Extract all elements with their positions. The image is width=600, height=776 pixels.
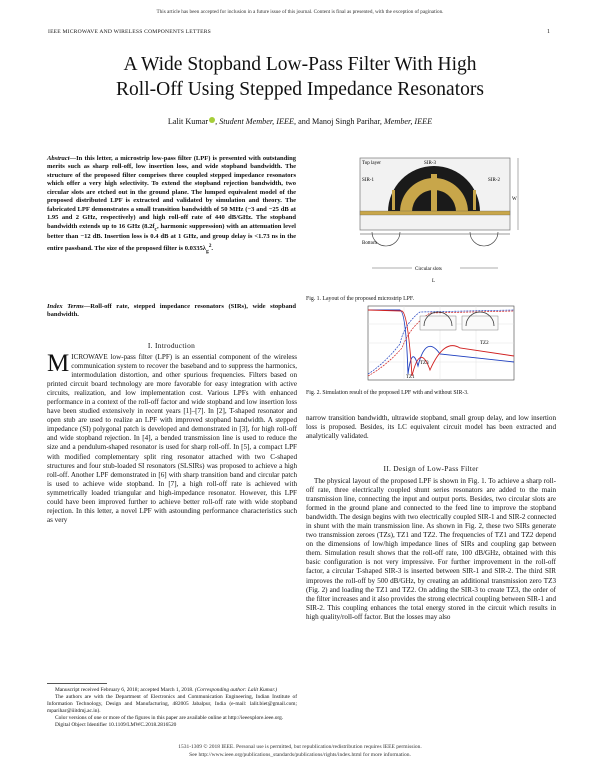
fig1-label-circular-slots: Circular slots [415,267,442,272]
author-line [40,117,560,126]
abstract-sup-2: 2 [208,242,212,249]
author-1: Lalit Kumar [167,117,209,126]
fig2-label-tz2: TZ2 [480,341,489,346]
abstract-text-2: , harmonic suppression) with an attenuation level better than −12 dB. Insertion loss is 0.4 dB at 1 GHz, and group delay is <1.73 ns in the entire passband. The size of the proposed filter is 0.0335λ [47,222,296,252]
abstract-text: In this letter, a microstrip low-pass filter (LPF) is presented with outstanding merits such as sharp roll-off, low insertion loss, and wide stopband bandwidth. The structure of the proposed filter comprises three coupled stepped impedance resonators which offer a very high selectivity. To extend the stopband rejection bandwidth, two circular slots are etched out in the ground plane. The lumped equivalent model of the proposed distributed LPF is extracted and validated by simulation and theory. The fabricated LPF demonstrates a small transition bandwidth of 50 MHz (−3 and −25 dB at 1.95 and 2 GHz, respectively) and high roll-off rate of 440 dB/GHz. The stopband bandwidth extends up to 16 GHz (8.2f [47,155,296,230]
fig1-label-l: L [432,279,436,284]
abstract-sub-c: c [154,225,157,232]
section-1-heading: I. Introduction [147,341,196,350]
section-2-heading: II. Design of Low-Pass Filter [383,464,479,473]
fig2-caption: Fig. 2. Simulation result of the proposed LPF with and without SIR-3. [306,390,469,396]
fig1-label-sir3: SIR-3 [424,161,436,166]
author-2: and Manoj Singh Parihar, [296,117,382,126]
fig1-label-sir1: SIR-1 [362,178,374,183]
corresponding-text: (Corresponding author: Lalit Kumar.) [194,687,277,693]
title-line-2: Roll-Off Using Stepped Impedance Resonators [116,79,484,100]
author-1-role: , Student Member, IEEE, [215,117,297,126]
abstract-label: Abstract— [47,155,77,162]
running-head: IEEE MICROWAVE AND WIRELESS COMPONENTS LETTERS [48,29,211,35]
fig2-simulation-plot [360,304,520,386]
title-line-1: A Wide Stopband Low-Pass Filter With High [123,54,477,75]
copyright-line-1: 1531-1309 © 2018 IEEE. Personal use is permitted, but republication/redistribution requires IEEE permission. [178,744,422,750]
author-2-role: Member, IEEE [381,117,433,126]
fig1-label-top-layer: Top layer [362,161,381,166]
intro-paragraph [47,350,297,525]
received-text: Manuscript received February 6, 2018; accepted March 1, 2018. [55,687,194,693]
index-terms-text: Roll-off rate, stepped impedance resonators (SIRs), wide stopband bandwidth. [47,303,296,319]
footnote-affiliation: The authors are with the Department of Electronics and Communication Engineering, Indian Institute of Information Technology, Design and Manufacturing, 482005 Jabalpur, India (e-mail: lalit.biet@gmail.com; mparihar@iiitdmj.ac.in). [47,694,297,715]
footnote-rule [47,683,107,684]
design-paragraph: The physical layout of the proposed LPF is shown in Fig. 1. To achieve a sharp roll-off rate, three electrically coupled shunt series resonators are added to the main transmission line, connecting the input and output ports. Besides, two circular slots are formed in the ground plane and connected to the feed line to improve the stopband bandwidth. The design begins with two electrically coupled SIR-1 and SIR-2 connected in shunt with the main transmission line. As shown in Fig. 2, these two SIRs generate two transmission zeroes (TZs), TZ1 and TZ2. The frequencies of TZ1 and TZ2 depend on the dimensions of low/high impedance lines of SIRs and coupling gap between them. Simulation result shows that the roll-off rate, 100 dB/GHz, obtained with this basic configuration is not very impressive. For further improvement in the roll-off factor, a circular T-shaped SIR-3 is inserted between SIR-1 and SIR-2. The third SIR improves the roll-off by 500 dB/GHz, by creating an additional transmission zero TZ3 (Fig. 2) and loading the TZ1 and TZ2. On adding the SIR-3 to create TZ3, the order of the filter increases and it also provides the strong electrical coupling between SIR-1 and SIR-2. This coupling enhances the total energy stored in the circuit which results in high quality/roll-off factor. But the losses may also [306,477,556,621]
abstract-sub-g: g [205,248,209,255]
footnote-doi: Digital Object Identifier 10.1109/LMWC.2018.2816520 [55,722,177,729]
footnotes [47,687,297,730]
index-terms [47,303,296,320]
copyright [0,744,600,759]
fig1-layout [352,150,522,292]
dropcap: M [47,350,70,377]
right-intro-paragraph: narrow transition bandwidth, ultrawide stopband, small group delay, and low insertion loss is proposed. Besides, its LC equivalent circuit model has been extracted and analytically validated. [306,414,556,441]
abstract [47,155,296,256]
fig1-label-bottom: Bottom [362,241,378,246]
top-note: This article has been accepted for inclusion in a future issue of this journal. Content is final as presented, with the exception of pagination. [156,9,444,15]
paper-title [40,52,560,102]
fig1-label-sir2: SIR-2 [488,178,500,183]
copyright-line-2: See http://www.ieee.org/publications_standards/publications/rights/index.html for more information. [189,751,411,758]
fig1-caption: Fig. 1. Layout of the proposed microstrip LPF. [306,296,415,302]
abstract-period: . [211,245,214,252]
fig1-label-w: W [512,197,517,202]
intro-text: ICROWAVE low-pass filter (LPF) is an essential component of the wireless communication system to recover the baseband and to suppress the harmonics, intermodulation distortion, and other spurious frequencies. Filters based on printed circuit board technology are more favorable for easy integration with active circuits, realization, and low implementation cost. Various LPFs with enhanced performance in a context of the roll-off factor and wide stopband and low insertion loss have been studied extensively in recent years [1]–[7]. In [2], T-shaped resonator and open stub are used to realize an LPF with improved stopband bandwidth. A stepped impedance (SI) polygonal patch is developed and demonstrated in [3], for high roll-off and wide stopband rejection. In [4], a bended transmission line is used to reduce the size and a pendulum-shaped resonator is used for sharp roll-off. In [5], a compact LPF with modified complementary split ring resonator attached with two C-shaped structures and four stub-loaded SI resonators (SLSIRs) was proposed to achieve a high roll-off. Another LPF demonstrated in [6] with sharp transition band and circular patch is used to achieve wide stopband. In [7], a high roll-off rate is achieved with symmetrically loaded triangular and high-impedance resonator. However, this LPF could have been improved further to achieve better roll-off rate with wide stopband rejection. In this letter, a novel LPF with astounding performance characteristics such as very [47,353,297,524]
fig2-label-tz3: TZ3 [420,361,429,366]
footnote-color: Color versions of one or more of the figures in this paper are available online at http://ieeexplore.ieee.org. [55,715,284,722]
fig2-label-tz1: TZ1 [406,375,415,380]
index-terms-label: Index Terms— [47,303,91,310]
page-number: 1 [547,29,550,35]
